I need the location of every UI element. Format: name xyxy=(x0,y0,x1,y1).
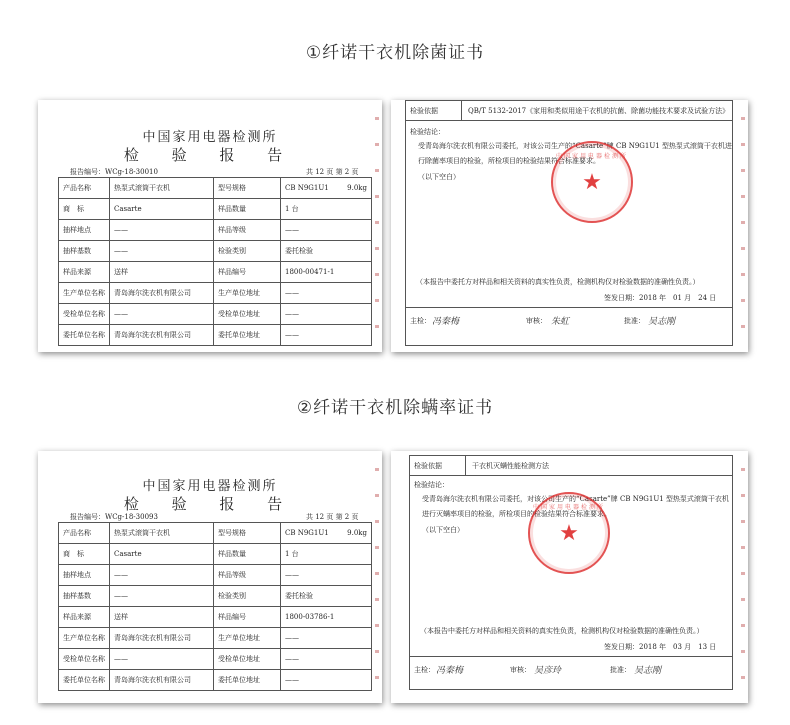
report-cover-1 xyxy=(38,100,382,352)
approve-signature: 吴志刚 xyxy=(634,666,662,676)
field-label-text: 受检单位地址 xyxy=(218,655,260,663)
issue-date: 签发日期：2018 年 03 月 13 日 xyxy=(604,643,717,651)
field-label-text: 型号规格 xyxy=(218,529,246,537)
approve-label: 批准： xyxy=(610,666,631,674)
field-value-text: —— xyxy=(114,655,128,663)
signature-row xyxy=(406,307,732,332)
table-row xyxy=(59,670,372,691)
field-value-text: —— xyxy=(285,310,299,318)
result-page-1 xyxy=(391,100,748,352)
issue-date: 签发日期：2018 年 01 月 24 日 xyxy=(604,294,717,302)
field-value xyxy=(281,199,372,220)
field-value xyxy=(110,262,214,283)
field-value-text: CB N9G1U1 xyxy=(285,184,329,192)
perforated-edge xyxy=(741,459,745,695)
field-label-text: 样品数量 xyxy=(218,205,246,213)
field-label-text: 生产单位名称 xyxy=(63,289,105,297)
field-value xyxy=(281,220,372,241)
field-label-text: 委托单位地址 xyxy=(218,676,260,684)
field-value-text: —— xyxy=(285,331,299,339)
table-row xyxy=(59,544,372,565)
field-label-text: 样品编号 xyxy=(218,613,246,621)
field-value xyxy=(281,262,372,283)
field-label-text: 生产单位名称 xyxy=(63,634,105,642)
field-label xyxy=(59,241,110,262)
field-label-text: 委托单位名称 xyxy=(63,331,105,339)
chief-signature: 冯秦梅 xyxy=(432,317,460,327)
field-value xyxy=(281,649,372,670)
field-label xyxy=(214,565,281,586)
table-row xyxy=(59,586,372,607)
field-value xyxy=(110,523,214,544)
review-signature: 朱虹 xyxy=(551,317,570,327)
conclusion-text: 受青岛海尔洗衣机有限公司委托，对该公司生产的“Casarte”牌 CB N9G1U1 型热泵式滚筒干衣机进行灭螨率项目的检验，所检项目的检验结果符合标准要求。 xyxy=(422,495,729,518)
field-label xyxy=(214,649,281,670)
field-value-text: —— xyxy=(114,592,128,600)
table-row xyxy=(59,523,372,544)
capacity-value: 9.0kg xyxy=(347,184,367,192)
field-value-text: 热泵式滚筒干衣机 xyxy=(114,184,170,192)
field-value-text: 1800-00471-1 xyxy=(285,268,335,276)
chief-label: 主检： xyxy=(414,666,435,674)
review-signature: 吴彦玲 xyxy=(534,666,562,676)
field-label xyxy=(214,670,281,691)
field-label xyxy=(59,649,110,670)
table-row xyxy=(59,628,372,649)
field-label-text: 生产单位地址 xyxy=(218,289,260,297)
field-value-text: —— xyxy=(114,226,128,234)
report-org: 中国家用电器检测所 xyxy=(142,130,278,145)
field-label xyxy=(214,544,281,565)
field-value-text: 青岛海尔洗衣机有限公司 xyxy=(114,331,191,339)
chief-signature: 冯秦梅 xyxy=(436,666,464,676)
result-sheet xyxy=(405,100,733,346)
report-info-table xyxy=(58,522,372,691)
field-value xyxy=(281,628,372,649)
field-label xyxy=(214,325,281,346)
field-label-text: 样品数量 xyxy=(218,550,246,558)
capacity-value: 9.0kg xyxy=(347,529,367,537)
field-value-text: 1 台 xyxy=(285,205,299,213)
field-label xyxy=(59,628,110,649)
field-label-text: 样品来源 xyxy=(63,268,91,276)
field-label-text: 委托单位地址 xyxy=(218,331,260,339)
field-label-text: 抽样基数 xyxy=(63,592,91,600)
table-row xyxy=(59,199,372,220)
field-label-text: 委托单位名称 xyxy=(63,676,105,684)
field-label-text: 受检单位名称 xyxy=(63,310,105,318)
disclaimer-note: （本报告中委托方对样品和相关资料的真实性负责，检测机构仅对检验数据的准确性负责。） xyxy=(416,278,700,286)
field-label xyxy=(59,178,110,199)
field-label-text: 商 标 xyxy=(63,205,84,213)
field-label xyxy=(214,199,281,220)
basis-row xyxy=(406,101,732,121)
conclusion-label: 检验结论： xyxy=(414,481,449,489)
field-label-text: 样品等级 xyxy=(218,226,246,234)
basis-text: 干衣机灭螨性能检测方法 xyxy=(472,462,549,470)
disclaimer-note: （本报告中委托方对样品和相关资料的真实性负责，检测机构仅对检验数据的准确性负责。） xyxy=(420,627,704,635)
field-value-text: 青岛海尔洗衣机有限公司 xyxy=(114,634,191,642)
field-value-text: —— xyxy=(114,247,128,255)
field-label-text: 型号规格 xyxy=(218,184,246,192)
field-value xyxy=(281,586,372,607)
field-label xyxy=(214,304,281,325)
field-label xyxy=(59,262,110,283)
field-label xyxy=(214,586,281,607)
blank-note: （以下空白） xyxy=(422,526,464,534)
field-value-text: 1800-03786-1 xyxy=(285,613,335,621)
field-label xyxy=(59,199,110,220)
table-row xyxy=(59,178,372,199)
star-icon: ★ xyxy=(559,520,579,546)
field-label-text: 产品名称 xyxy=(63,529,91,537)
field-value xyxy=(110,241,214,262)
field-label xyxy=(59,220,110,241)
table-row xyxy=(59,565,372,586)
approve-signature: 吴志刚 xyxy=(648,317,676,327)
field-value-text: —— xyxy=(285,571,299,579)
field-label xyxy=(214,607,281,628)
seal-text: 中国家用电器检测所 xyxy=(532,504,605,511)
field-label-text: 抽样地点 xyxy=(63,571,91,579)
field-label xyxy=(214,241,281,262)
report-cover-2 xyxy=(38,451,382,703)
report-org: 中国家用电器检测所 xyxy=(142,479,278,494)
field-value-text: 委托检验 xyxy=(285,592,313,600)
field-value xyxy=(110,544,214,565)
report-number: 报告编号：WCg-18-30010 xyxy=(70,168,158,176)
basis-label: 检验依据 xyxy=(410,107,438,115)
field-value xyxy=(281,565,372,586)
field-value-text: —— xyxy=(285,655,299,663)
field-value-text: —— xyxy=(114,310,128,318)
field-label xyxy=(214,178,281,199)
star-icon: ★ xyxy=(582,169,602,195)
field-value xyxy=(110,304,214,325)
field-value xyxy=(281,523,372,544)
field-label xyxy=(59,544,110,565)
field-value xyxy=(110,586,214,607)
field-label-text: 受检单位地址 xyxy=(218,310,260,318)
section-title-2: ②纤诺干衣机除螨率证书 xyxy=(296,398,494,418)
table-row xyxy=(59,220,372,241)
seal-text: 中国家用电器检测所 xyxy=(555,153,628,160)
field-label xyxy=(59,670,110,691)
basis-row xyxy=(410,456,732,476)
field-label xyxy=(214,628,281,649)
signature-row xyxy=(410,656,732,681)
field-value-text: 1 台 xyxy=(285,550,299,558)
basis-label: 检验依据 xyxy=(414,462,442,470)
conclusion-text: 受青岛海尔洗衣机有限公司委托，对该公司生产的“Casarte”牌 CB N9G1U1 型热泵式滚筒干衣机进行除菌率项目的检验，所检项目的检验结果符合标准要求。 xyxy=(418,142,732,165)
field-value xyxy=(110,325,214,346)
chief-label: 主检： xyxy=(410,317,431,325)
field-value xyxy=(281,544,372,565)
field-value-text: —— xyxy=(285,676,299,684)
field-label-text: 样品编号 xyxy=(218,268,246,276)
field-value xyxy=(281,325,372,346)
review-label: 审核： xyxy=(526,317,547,325)
field-label xyxy=(59,304,110,325)
field-value xyxy=(281,283,372,304)
report-number: 报告编号：WCg-18-30093 xyxy=(70,513,158,521)
field-label-text: 检验类别 xyxy=(218,592,246,600)
field-label xyxy=(214,283,281,304)
basis-text: QB/T 5132-2017《家用和类似用途干衣机的抗菌、除菌功能技术要求及试验方法》 xyxy=(468,107,730,115)
field-value-text: 送样 xyxy=(114,268,128,276)
field-value xyxy=(110,670,214,691)
official-seal-1 xyxy=(551,141,633,223)
field-label-text: 检验类别 xyxy=(218,247,246,255)
field-value xyxy=(110,628,214,649)
field-value-text: Casarte xyxy=(114,550,142,558)
field-label xyxy=(59,565,110,586)
field-value-text: 送样 xyxy=(114,613,128,621)
blank-note: （以下空白） xyxy=(418,173,460,181)
field-value-text: —— xyxy=(285,289,299,297)
field-value-text: —— xyxy=(114,571,128,579)
field-value xyxy=(110,220,214,241)
field-label xyxy=(59,607,110,628)
report-heading: 检 验 报 告 xyxy=(123,495,297,513)
report-pages: 共 12 页 第 2 页 xyxy=(306,168,359,176)
field-label-text: 样品来源 xyxy=(63,613,91,621)
field-value xyxy=(110,199,214,220)
report-pages: 共 12 页 第 2 页 xyxy=(306,513,359,521)
table-row xyxy=(59,607,372,628)
table-row xyxy=(59,262,372,283)
field-value-text: 热泵式滚筒干衣机 xyxy=(114,529,170,537)
field-value xyxy=(281,670,372,691)
field-label-text: 产品名称 xyxy=(63,184,91,192)
report-info-table xyxy=(58,177,372,346)
divider xyxy=(461,101,462,120)
field-label-text: 抽样地点 xyxy=(63,226,91,234)
field-value xyxy=(110,283,214,304)
field-value xyxy=(281,241,372,262)
result-sheet xyxy=(409,455,733,690)
field-label-text: 商 标 xyxy=(63,550,84,558)
field-value-text: CB N9G1U1 xyxy=(285,529,329,537)
field-label xyxy=(214,523,281,544)
table-row xyxy=(59,304,372,325)
field-value xyxy=(110,178,214,199)
field-label xyxy=(59,586,110,607)
conclusion-label: 检验结论： xyxy=(410,128,445,136)
field-label xyxy=(214,220,281,241)
field-value-text: Casarte xyxy=(114,205,142,213)
official-seal-2 xyxy=(528,492,610,574)
field-value xyxy=(110,649,214,670)
field-label-text: 生产单位地址 xyxy=(218,634,260,642)
field-value-text: —— xyxy=(285,634,299,642)
field-value-text: —— xyxy=(285,226,299,234)
field-value-text: 青岛海尔洗衣机有限公司 xyxy=(114,676,191,684)
divider xyxy=(465,456,466,475)
field-label xyxy=(59,523,110,544)
table-row xyxy=(59,325,372,346)
field-value xyxy=(281,178,372,199)
field-value-text: 委托检验 xyxy=(285,247,313,255)
approve-label: 批准： xyxy=(624,317,645,325)
field-label-text: 抽样基数 xyxy=(63,247,91,255)
field-value-text: 青岛海尔洗衣机有限公司 xyxy=(114,289,191,297)
table-row xyxy=(59,241,372,262)
field-label-text: 受检单位名称 xyxy=(63,655,105,663)
field-label xyxy=(59,325,110,346)
field-label xyxy=(59,283,110,304)
field-value xyxy=(110,607,214,628)
table-row xyxy=(59,283,372,304)
section-title-1: ①纤诺干衣机除菌证书 xyxy=(305,43,485,63)
table-row xyxy=(59,649,372,670)
report-heading: 检 验 报 告 xyxy=(123,146,297,164)
field-value xyxy=(281,304,372,325)
result-page-2 xyxy=(391,451,748,703)
perforated-edge xyxy=(741,108,745,344)
field-label-text: 样品等级 xyxy=(218,571,246,579)
field-value xyxy=(110,565,214,586)
field-label xyxy=(214,262,281,283)
field-value xyxy=(281,607,372,628)
review-label: 审核： xyxy=(510,666,531,674)
